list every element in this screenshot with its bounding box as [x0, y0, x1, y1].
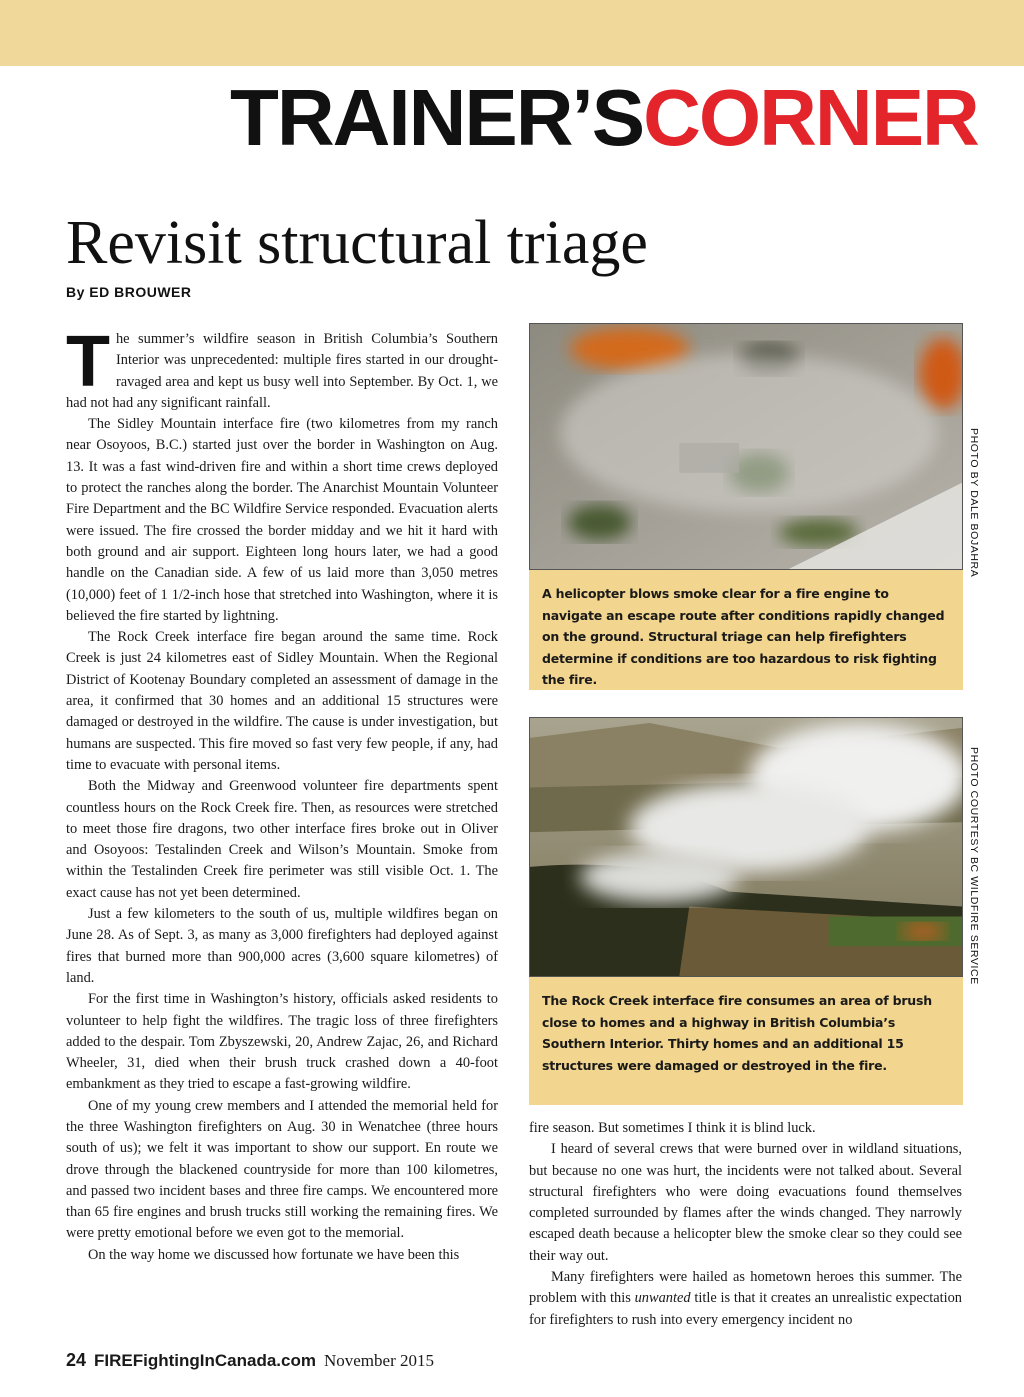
paragraph-text: he summer’s wildfire season in British Columbia’s Southern Interior was unprecedented: multiple fires started in our drought-ravaged area and kept us busy well into September. By Oct. 1, we had not had any significant rainfall.: [66, 331, 498, 411]
drop-cap: T: [66, 322, 110, 402]
article-title: Revisit structural triage: [66, 209, 648, 277]
issue-date: November 2015: [323, 1351, 434, 1370]
emphasis-text: unwanted: [634, 1290, 691, 1307]
page-number: 24: [66, 1350, 87, 1370]
byline: By ED BROUWER: [66, 284, 192, 300]
paragraph-text: Many firefighters were hailed as hometown heroes this summer. The problem with this: [529, 1269, 962, 1307]
paragraph-text: title is that it creates an unrealistic expectation for firefighters to rush into every emergency incident no: [529, 1290, 962, 1328]
paragraph: fire season. But sometimes I think it is blind luck.: [529, 1120, 816, 1136]
photo-caption: The Rock Creek interface fire consumes an area of brush close to homes and a highway in British Columbia’s Southern Interior. Thirty homes and an additional 15 structures were damaged or destroyed in the fire.: [529, 977, 963, 1105]
paragraph: One of my young crew members and I attended the memorial held for the three Washington firefighters on Aug. 30 in Wenatchee (three hours south of us); we felt it was important to show our support. En route we drove through the blackened countryside for more than 100 kilometres, and passed two incident bases and three fire camps. We encountered more than 65 fire engines and brush trucks still working the remaining fires. We were pretty emotional before we even got to the memorial.: [66, 1097, 498, 1242]
helicopter-smoke-photo: [529, 323, 963, 570]
paragraph: [529, 1267, 962, 1331]
section-heading-part1: TRAINER’S: [230, 73, 644, 162]
photo-credit: PHOTO BY DALE BOJAHRA: [968, 428, 980, 578]
photo-caption: A helicopter blows smoke clear for a fire engine to navigate an escape route after conditions rapidly changed on the ground. Structural triage can help firefighters determine if conditions are too hazardous to risk fighting the fire.: [529, 570, 963, 690]
paragraph: [66, 322, 498, 414]
section-heading-part2: CORNER: [643, 73, 978, 162]
page-footer: [66, 1350, 434, 1371]
paragraph: For the first time in Washington’s history, officials asked residents to volunteer to help fight the wildfires. The tragic loss of three firefighters added to the despair. Tom Zbyszewski, 20, Andrew Zajac, 26, and Richard Wheeler, 31, died when their brush truck crashed down a 40-foot embankment as they tried to escape a fast-growing wildfire.: [66, 991, 498, 1093]
paragraph: The Rock Creek interface fire began around the same time. Rock Creek is just 24 kilometres east of Sidley Mountain. When the Regional District of Kootenay Boundary completed an assessment of damage in the area, it confirmed that 30 homes and an additional 15 structures were damaged or destroyed in the wildfire. The cause is under investigation, but humans are suspected. This fire moved so fast very few people, if any, had time to evacuate with personal items.: [66, 629, 498, 773]
paragraph: Both the Midway and Greenwood volunteer fire departments spent countless hours on the Rock Creek fire. Then, as resources were stretched to meet those fire dragons, two other interface fires broke out in Oliver and Osoyoos: Testalinden Creek and Wilson’s Mountain. Smoke from within the Testalinden Creek fire perimeter was still visible Oct. 1. The exact cause has not yet been determined.: [66, 778, 498, 901]
left-column: [66, 322, 498, 1266]
paragraph: The Sidley Mountain interface fire (two kilometres from my ranch near Osoyoos, B.C.) started just over the border in Washington on Aug. 13. It was a fast wind-driven fire and within a short time crews deployed to protect the ranches along the border. The Anarchist Mountain Volunteer Fire Department and the BC Wildfire Service responded. Evacuation alerts were issued. The fire crossed the border midday and we hit it hard with both ground and air support. Eighteen long hours later, we had a good handle on the Canadian side. A few of us laid more than 3,050 metres (10,000) feet of 1 1/2-inch hose that stretched into Washington, where it is believed the fire started by lightning.: [66, 416, 498, 624]
photo-credit: PHOTO COURTESY BC WILDFIRE SERVICE: [968, 747, 980, 985]
section-heading: [230, 73, 978, 162]
site-name: FIREFightingInCanada.com: [94, 1351, 316, 1370]
paragraph: Just a few kilometers to the south of us, multiple wildfires began on June 28. As of Sept. 3, as many as 3,000 firefighters had deployed against fires that burned more than 900,000 acres (3,600 square kilometres) of land.: [66, 906, 498, 986]
top-color-band: [0, 0, 1024, 66]
paragraph: I heard of several crews that were burned over in wildland situations, but because no one was hurt, the incidents were not talked about. Several structural firefighters who were doing evacuations found themselves completed surrounded by flames after the winds changed. They narrowly escaped death because a helicopter blew the smoke clear so they could see their way out.: [529, 1141, 962, 1264]
right-column: [529, 1118, 962, 1331]
paragraph: On the way home we discussed how fortunate we have been this: [88, 1246, 460, 1263]
rock-creek-fire-photo: [529, 717, 963, 977]
